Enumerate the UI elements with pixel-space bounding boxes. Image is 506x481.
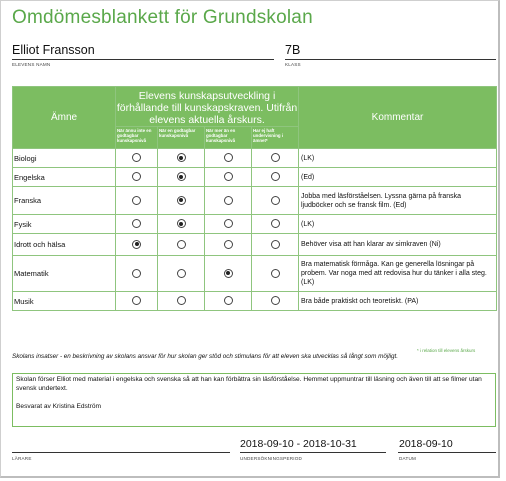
subject-comment-text: (LK): [301, 220, 315, 228]
subject-comment[interactable]: [299, 256, 497, 292]
radio-empty-icon[interactable]: [177, 269, 186, 278]
school-efforts-text: Skolan förser Elliot med material i engelska och svenska så att han kan förbättra sin läsförståelse. Hemmet uppmuntrar till läsning och även till att se filmer utan svensk undertext.: [16, 376, 482, 392]
level-cell: [116, 292, 158, 311]
level-cell: [158, 256, 205, 292]
level-cell: [116, 256, 158, 292]
level-cell: [116, 234, 158, 256]
student-class[interactable]: 7B: [285, 43, 301, 57]
level-cell: [205, 187, 252, 215]
subject-comment-text: (LK): [301, 154, 315, 162]
subject-comment[interactable]: [299, 215, 497, 234]
radio-selected-icon[interactable]: [177, 219, 186, 228]
level-cell: [116, 168, 158, 187]
period-underline: [240, 452, 386, 453]
radio-empty-icon[interactable]: [271, 240, 280, 249]
radio-empty-icon[interactable]: [224, 219, 233, 228]
level-cell: [205, 215, 252, 234]
level-cell: [158, 292, 205, 311]
teacher-label: LÄRARE: [12, 456, 32, 461]
subject-name: Musik: [13, 292, 116, 311]
radio-empty-icon[interactable]: [132, 296, 141, 305]
date-label: DATUM: [399, 456, 416, 461]
school-efforts-textbox[interactable]: [12, 373, 496, 427]
level-cell: [252, 256, 299, 292]
subject-name: Matematik: [13, 256, 116, 292]
radio-empty-icon[interactable]: [271, 219, 280, 228]
level-cell: [252, 168, 299, 187]
student-name[interactable]: Elliot Fransson: [12, 43, 95, 57]
subject-row: [13, 187, 497, 215]
subject-comment[interactable]: [299, 292, 497, 311]
radio-empty-icon[interactable]: [132, 153, 141, 162]
teacher-signature-line[interactable]: [12, 452, 230, 453]
subject-comment-text: (Ed): [301, 173, 315, 181]
student-name-label: ELEVENS NAMN: [12, 62, 51, 67]
student-class-label: KLASS: [285, 62, 301, 67]
subject-comment-text: Jobba med läsförståelsen. Lyssna gärna på franska ljudböcker och se fransk film. (Ed): [301, 192, 462, 209]
subject-comment[interactable]: [299, 168, 497, 187]
level-header-no-teaching: Har ej haft undervisning i ämnet*: [252, 127, 299, 149]
level-cell: [252, 187, 299, 215]
form-title: Omdömesblankett för Grundskolan: [12, 7, 313, 28]
level-cell: [252, 149, 299, 168]
radio-empty-icon[interactable]: [271, 296, 280, 305]
subject-name: Fysik: [13, 215, 116, 234]
assessment-table: [12, 86, 497, 311]
level-cell: [158, 215, 205, 234]
subject-row: [13, 234, 497, 256]
subject-comment[interactable]: [299, 149, 497, 168]
subject-header: Ämne: [13, 87, 116, 149]
level-header-acceptable: När en godtagbar kunskapsnivå: [158, 127, 205, 149]
radio-empty-icon[interactable]: [271, 196, 280, 205]
level-cell: [205, 234, 252, 256]
subject-row: [13, 215, 497, 234]
radio-empty-icon[interactable]: [132, 219, 141, 228]
radio-empty-icon[interactable]: [132, 196, 141, 205]
radio-empty-icon[interactable]: [132, 172, 141, 181]
radio-empty-icon[interactable]: [224, 196, 233, 205]
level-cell: [252, 292, 299, 311]
date-value[interactable]: 2018-09-10: [399, 438, 453, 450]
radio-selected-icon[interactable]: [224, 269, 233, 278]
level-cell: [205, 256, 252, 292]
answered-by: Besvarat av Kristina Edström: [16, 403, 102, 410]
subject-comment[interactable]: [299, 234, 497, 256]
progress-header: Elevens kunskapsutveckling i förhållande till kunskapskraven. Utifrån elevens aktuella årskurs.: [116, 87, 299, 127]
radio-empty-icon[interactable]: [224, 240, 233, 249]
level-cell: [205, 168, 252, 187]
date-underline: [398, 452, 496, 453]
subject-comment-text: Behöver visa att han klarar av simkraven (Ni): [301, 241, 441, 248]
level-header-more-than-acceptable: När mer än en godtagbar kunskapsnivå: [205, 127, 252, 149]
student-name-underline: [12, 59, 274, 60]
subject-row: [13, 149, 497, 168]
radio-selected-icon[interactable]: [177, 196, 186, 205]
subject-name: Idrott och hälsa: [13, 234, 116, 256]
radio-empty-icon[interactable]: [224, 296, 233, 305]
level-header-not-yet: När ännu inte en godtagbar kunskapsnivå: [116, 127, 158, 149]
school-efforts-label: Skolans insatser - en beskrivning av skolans ansvar för hur skolan ger stöd och stimulans för att eleven ska utvecklas så långt som möjligt.: [12, 353, 399, 360]
subject-comment-text: Bra både praktiskt och teoretiskt. (PA): [301, 297, 419, 305]
level-cell: [158, 234, 205, 256]
subject-comment-text: Bra matematisk förmåga. Kan ge generella lösningar på probem. Var noga med att redovisa hur du tänker i alla steg. (LK): [301, 261, 487, 286]
level-cell: [116, 187, 158, 215]
level-cell: [252, 215, 299, 234]
radio-empty-icon[interactable]: [177, 296, 186, 305]
subject-comment[interactable]: [299, 187, 497, 215]
level-cell: [205, 292, 252, 311]
comment-header: Kommentar: [299, 87, 497, 149]
radio-selected-icon[interactable]: [177, 172, 186, 181]
subject-row: [13, 292, 497, 311]
level-cell: [158, 187, 205, 215]
period-value[interactable]: 2018-09-10 - 2018-10-31: [240, 438, 357, 450]
level-cell: [158, 168, 205, 187]
student-class-underline: [285, 59, 496, 60]
footnote: * i relation till elevens årskurs: [417, 348, 476, 353]
radio-empty-icon[interactable]: [132, 269, 141, 278]
subject-name: Biologi: [13, 149, 116, 168]
radio-empty-icon[interactable]: [271, 153, 280, 162]
level-cell: [252, 234, 299, 256]
level-cell: [205, 149, 252, 168]
level-cell: [158, 149, 205, 168]
subject-name: Engelska: [13, 168, 116, 187]
radio-empty-icon[interactable]: [271, 172, 280, 181]
level-cell: [116, 215, 158, 234]
subject-row: [13, 256, 497, 292]
radio-empty-icon[interactable]: [224, 153, 233, 162]
subject-row: [13, 168, 497, 187]
radio-empty-icon[interactable]: [271, 269, 280, 278]
radio-selected-icon[interactable]: [132, 240, 141, 249]
radio-empty-icon[interactable]: [177, 240, 186, 249]
period-label: UNDERSÖKNINGSPERIOD: [240, 456, 302, 461]
level-cell: [116, 149, 158, 168]
subject-name: Franska: [13, 187, 116, 215]
radio-selected-icon[interactable]: [177, 153, 186, 162]
radio-empty-icon[interactable]: [224, 172, 233, 181]
